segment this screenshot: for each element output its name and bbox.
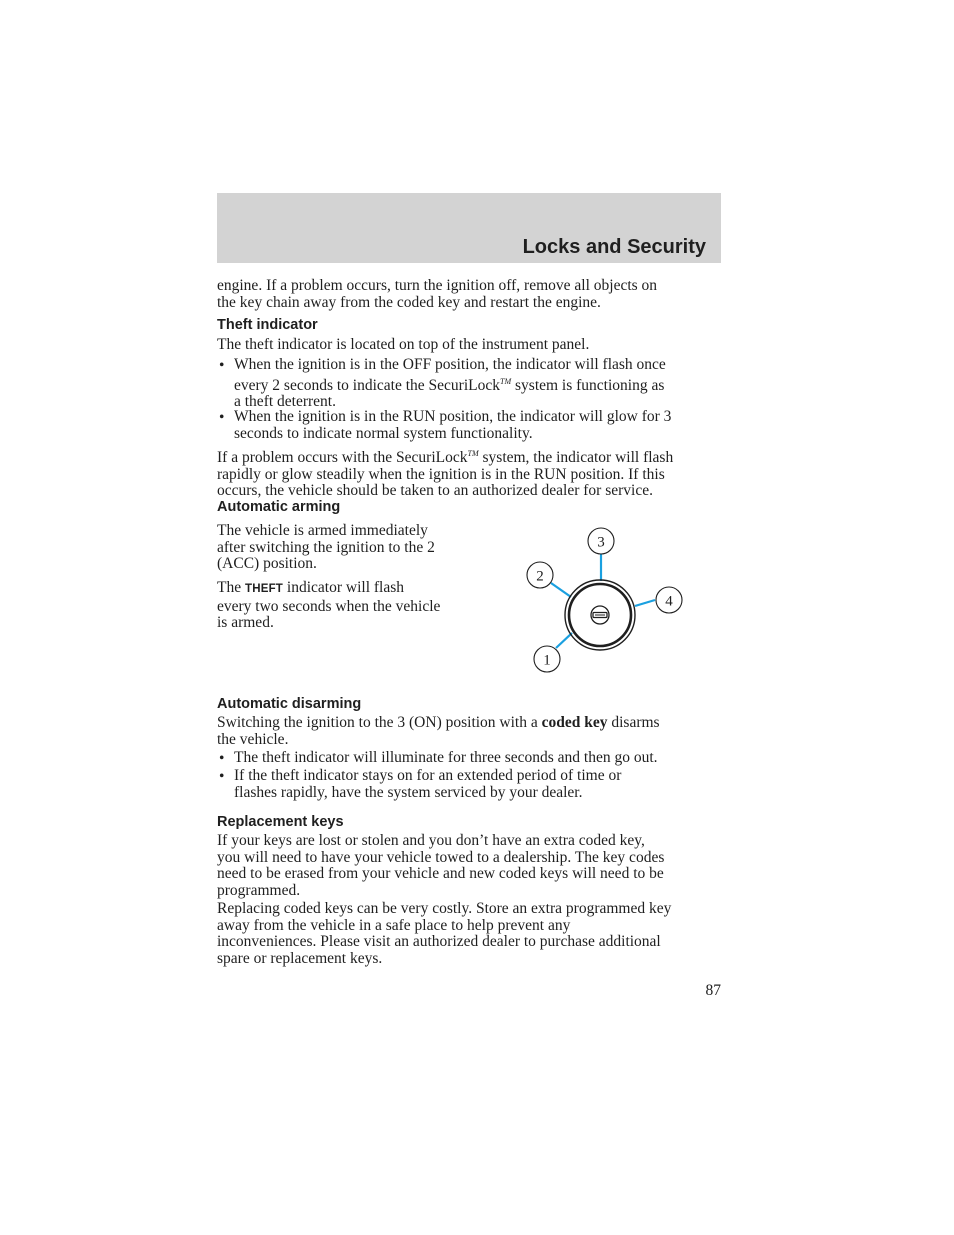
key-slot-icon bbox=[591, 606, 609, 624]
paragraph-line: If a problem occurs with the SecuriLock™ system, the indicator will flash bbox=[217, 449, 674, 466]
coded-key-emphasis: coded key bbox=[541, 714, 608, 731]
arming-paragraph-2 bbox=[217, 580, 440, 632]
theft-indicator-symbol: THEFT bbox=[244, 583, 284, 595]
ignition-switch-diagram bbox=[515, 520, 695, 680]
replacement-keys-heading: Replacement keys bbox=[217, 814, 344, 830]
paragraph-line: Switching the ignition to the 3 (ON) position with a coded key disarms bbox=[217, 714, 660, 731]
bullet-dot: • bbox=[219, 750, 225, 767]
paragraph-line: spare or replacement keys. bbox=[217, 949, 383, 967]
intro-line: the key chain away from the coded key and restart the engine. bbox=[217, 293, 601, 311]
disarm-bullet-illuminate: The theft indicator will illuminate for three seconds and then go out. bbox=[234, 749, 658, 766]
paragraph-line: you will need to have your vehicle towed to a dealership. The key codes bbox=[217, 848, 665, 866]
trademark-mark: TM bbox=[467, 449, 479, 458]
bullet-line: a theft deterrent. bbox=[234, 393, 336, 411]
paragraph-line: inconveniences. Please visit an authorized dealer to purchase additional bbox=[217, 933, 661, 951]
arming-paragraph-1 bbox=[217, 523, 435, 573]
paragraph-line: The vehicle is armed immediately bbox=[217, 522, 428, 539]
paragraph-line: away from the vehicle in a safe place to help prevent any bbox=[217, 916, 571, 934]
replacement-paragraph-2 bbox=[217, 901, 671, 967]
position-4-callout bbox=[656, 587, 682, 613]
trademark-mark: TM bbox=[500, 376, 512, 386]
position-3-callout bbox=[588, 528, 614, 554]
paragraph-line: rapidly or glow steadily when the ignition is in the RUN position. If this bbox=[217, 465, 665, 483]
intro-line: engine. If a problem occurs, turn the ignition off, remove all objects on bbox=[217, 277, 658, 294]
paragraph-line: programmed. bbox=[217, 881, 301, 899]
paragraph-line: (ACC) position. bbox=[217, 555, 317, 573]
paragraph-line: is armed. bbox=[217, 614, 274, 632]
bullet-dot: • bbox=[219, 768, 225, 785]
position-1-label: 1 bbox=[543, 652, 551, 669]
position-4-label: 4 bbox=[665, 593, 673, 610]
page-number: 87 bbox=[705, 982, 721, 999]
automatic-disarming-heading: Automatic disarming bbox=[217, 696, 362, 712]
theft-indicator-heading: Theft indicator bbox=[217, 317, 318, 333]
bullet-dot: • bbox=[219, 357, 225, 374]
bullet-line: When the ignition is in the RUN position, the indicator will glow for 3 bbox=[234, 408, 672, 425]
section-title: Locks and Security bbox=[522, 236, 706, 258]
paragraph-line: occurs, the vehicle should be taken to an authorized dealer for service. bbox=[217, 482, 653, 500]
bullet-line: When the ignition is in the OFF position, the indicator will flash once bbox=[234, 356, 666, 373]
position-1-line bbox=[556, 633, 572, 648]
paragraph-line: The THEFT indicator will flash bbox=[217, 579, 405, 596]
paragraph-line: Replacing coded keys can be very costly. Store an extra programmed key bbox=[217, 900, 672, 917]
position-2-label: 2 bbox=[536, 568, 544, 585]
position-3-label: 3 bbox=[597, 534, 605, 551]
bullet-line: flashes rapidly, have the system serviced by your dealer. bbox=[234, 783, 583, 801]
paragraph-line: every two seconds when the vehicle bbox=[217, 597, 441, 615]
disarming-paragraph bbox=[217, 715, 660, 748]
intro-paragraph bbox=[217, 278, 657, 311]
position-2-callout bbox=[527, 562, 553, 588]
position-4-line bbox=[635, 600, 655, 606]
position-1-callout bbox=[534, 646, 560, 672]
bullet-dot: • bbox=[219, 409, 225, 426]
theft-bullet-run bbox=[234, 409, 671, 442]
theft-bullet-off bbox=[234, 357, 666, 411]
bullet-line: If the theft indicator stays on for an extended period of time or bbox=[234, 767, 622, 784]
position-2-line bbox=[551, 583, 571, 597]
paragraph-line: need to be erased from your vehicle and new coded keys will need to be bbox=[217, 865, 664, 883]
theft-indicator-location: The theft indicator is located on top of the instrument panel. bbox=[217, 336, 590, 353]
replacement-paragraph-1 bbox=[217, 833, 664, 899]
section-header-band bbox=[217, 193, 721, 263]
position-lines bbox=[551, 554, 655, 648]
paragraph-line: the vehicle. bbox=[217, 730, 289, 748]
theft-problem-paragraph bbox=[217, 446, 673, 500]
automatic-arming-heading: Automatic arming bbox=[217, 499, 341, 515]
paragraph-line: after switching the ignition to the 2 bbox=[217, 538, 435, 556]
bullet-line: every 2 seconds to indicate the SecuriLock™ system is functioning as bbox=[234, 376, 665, 394]
bullet-line: seconds to indicate normal system functionality. bbox=[234, 424, 533, 442]
disarm-bullet-service bbox=[234, 768, 621, 801]
paragraph-line: If your keys are lost or stolen and you don’t have an extra coded key, bbox=[217, 832, 645, 849]
